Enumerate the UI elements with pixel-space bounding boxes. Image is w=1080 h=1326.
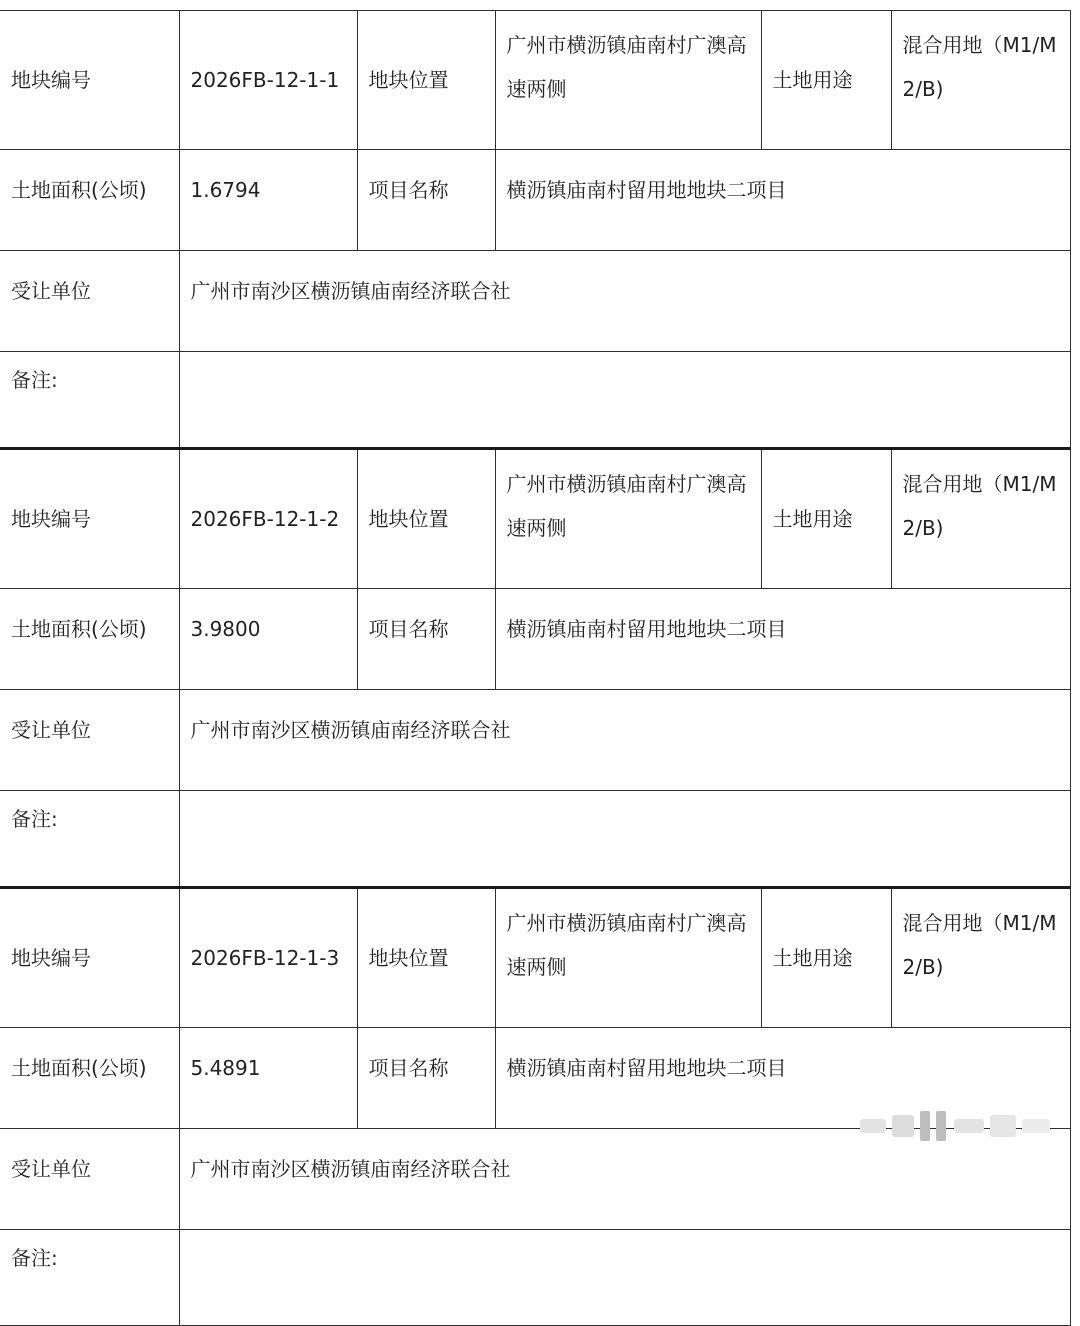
parcel-1-main-row (0, 11, 1070, 150)
remarks-value (179, 352, 1070, 449)
location-value: 广州市横沥镇庙南村广澳高速两侧 (495, 888, 761, 1028)
area-label: 土地面积(公顷) (0, 589, 179, 690)
area-label: 土地面积(公顷) (0, 150, 179, 251)
remarks-label: 备注: (0, 791, 179, 888)
location-value: 广州市横沥镇庙南村广澳高速两侧 (495, 11, 761, 150)
parcel-3-transferee-row (0, 1129, 1070, 1230)
location-label: 地块位置 (357, 888, 495, 1028)
land-use-value: 混合用地（M1/M2/B) (891, 11, 1070, 150)
area-value: 3.9800 (179, 589, 357, 690)
transferee-value: 广州市南沙区横沥镇庙南经济联合社 (179, 690, 1070, 791)
transferee-value: 广州市南沙区横沥镇庙南经济联合社 (179, 251, 1070, 352)
parcel-1-remarks-row (0, 352, 1070, 449)
parcel-3-main-row (0, 888, 1070, 1028)
transferee-label: 受让单位 (0, 251, 179, 352)
parcel-2-transferee-row (0, 690, 1070, 791)
project-name-value: 横沥镇庙南村留用地地块二项目 (495, 589, 1070, 690)
parcel-1-transferee-row (0, 251, 1070, 352)
land-use-value: 混合用地（M1/M2/B) (891, 449, 1070, 589)
parcel-no-label: 地块编号 (0, 449, 179, 589)
location-label: 地块位置 (357, 449, 495, 589)
location-label: 地块位置 (357, 11, 495, 150)
parcel-no-value: 2026FB-12-1-1 (179, 11, 357, 150)
location-value: 广州市横沥镇庙南村广澳高速两侧 (495, 449, 761, 589)
watermark-logo (856, 1109, 1056, 1143)
parcel-1-area-row (0, 150, 1070, 251)
parcel-2-area-row (0, 589, 1070, 690)
remarks-label: 备注: (0, 352, 179, 449)
area-value: 1.6794 (179, 150, 357, 251)
parcel-no-value: 2026FB-12-1-2 (179, 449, 357, 589)
project-name-label: 项目名称 (357, 1028, 495, 1129)
parcel-no-label: 地块编号 (0, 11, 179, 150)
parcel-no-value: 2026FB-12-1-3 (179, 888, 357, 1028)
parcel-2-main-row (0, 449, 1070, 589)
transferee-label: 受让单位 (0, 690, 179, 791)
land-use-value: 混合用地（M1/M2/B) (891, 888, 1070, 1028)
area-value: 5.4891 (179, 1028, 357, 1129)
remarks-value (179, 791, 1070, 888)
area-label: 土地面积(公顷) (0, 1028, 179, 1129)
project-name-value: 横沥镇庙南村留用地地块二项目 (495, 1028, 1070, 1129)
remarks-value (179, 1230, 1070, 1326)
parcel-2-remarks-row (0, 791, 1070, 888)
project-name-label: 项目名称 (357, 150, 495, 251)
land-use-label: 土地用途 (761, 11, 891, 150)
land-use-label: 土地用途 (761, 888, 891, 1028)
transferee-label: 受让单位 (0, 1129, 179, 1230)
parcel-3-remarks-row (0, 1230, 1070, 1326)
remarks-label: 备注: (0, 1230, 179, 1326)
transferee-value: 广州市南沙区横沥镇庙南经济联合社 (179, 1129, 1070, 1230)
project-name-value: 横沥镇庙南村留用地地块二项目 (495, 150, 1070, 251)
land-use-label: 土地用途 (761, 449, 891, 589)
project-name-label: 项目名称 (357, 589, 495, 690)
parcel-no-label: 地块编号 (0, 888, 179, 1028)
